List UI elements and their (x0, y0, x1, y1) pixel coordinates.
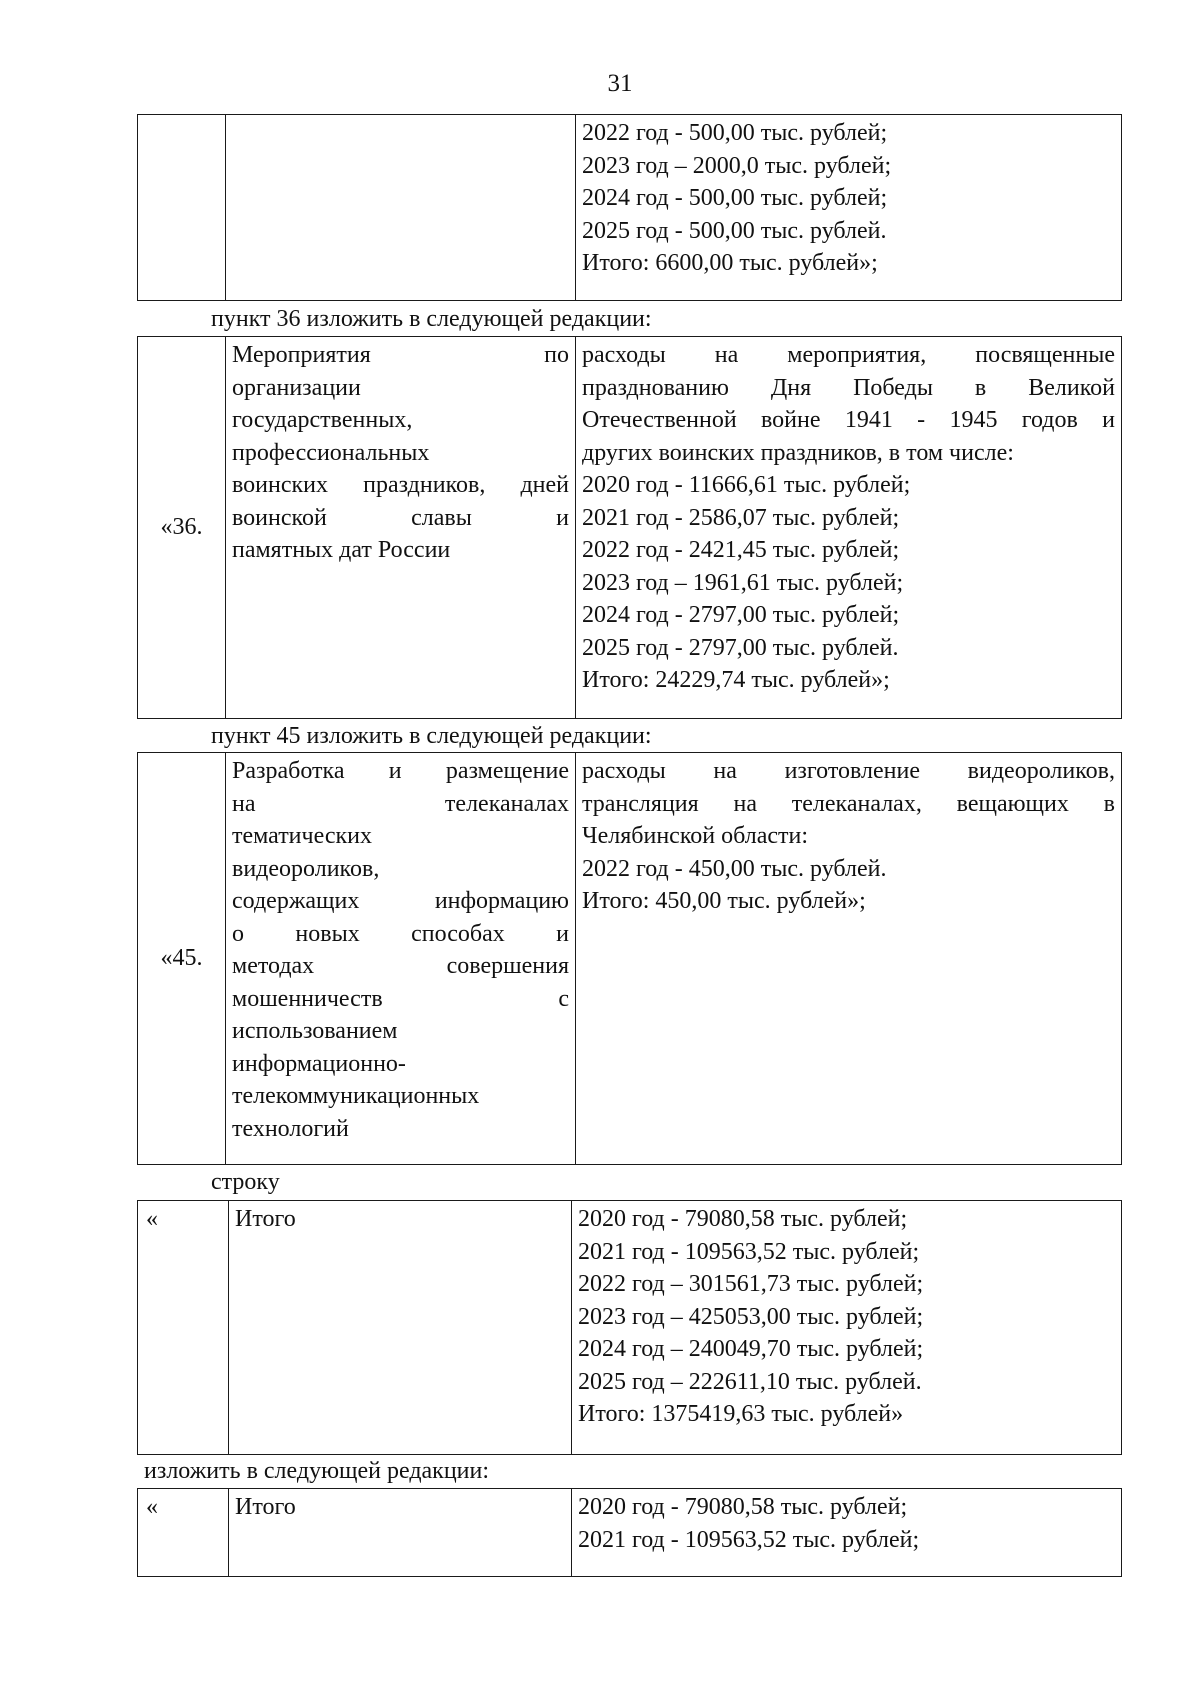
amount-line: Итого: 1375419,63 тыс. рублей» (578, 1401, 904, 1427)
name-line: технологий (232, 1115, 349, 1142)
amount-line: Итого: 24229,74 тыс. рублей»; (582, 667, 890, 693)
name-line: воинской славы и (232, 504, 569, 531)
name-line: телекоммуникационных (232, 1083, 480, 1109)
name-line: государственных, (232, 407, 413, 433)
amount-line: 2020 год - 11666,61 тыс. рублей; (582, 472, 911, 498)
item-number-cell: « (138, 1201, 229, 1455)
name-line: использованием (232, 1018, 398, 1044)
amounts-cell (572, 1201, 1122, 1455)
amount-line: 2023 год – 425053,00 тыс. рублей; (578, 1303, 924, 1330)
name-line: мошенничеств с (232, 985, 569, 1012)
amount-line: 2023 год – 2000,0 тыс. рублей; (582, 152, 892, 179)
instruction-text: пункт 36 изложить в следующей редакции: (211, 306, 652, 332)
table-row (138, 753, 1122, 1165)
table-block-item-45 (137, 752, 1122, 1165)
name-line: Разработка и размещение (232, 758, 569, 784)
page-number: 31 (607, 70, 633, 97)
amounts-cell (576, 115, 1122, 301)
amount-line: 2023 год – 1961,61 тыс. рублей; (582, 569, 904, 596)
name-line: на телеканалах (232, 790, 569, 817)
name-line: воинских праздников, дней (232, 472, 569, 498)
item-name-cell: Итого (229, 1489, 572, 1577)
name-line: содержащих информацию (232, 888, 569, 914)
instruction-text: пункт 45 изложить в следующей редакции: (211, 723, 652, 749)
item-description-cell (576, 337, 1122, 719)
amount-line: Итого: 6600,00 тыс. рублей»; (582, 250, 878, 276)
table-block-continuation (137, 114, 1122, 301)
name-line: памятных дат России (232, 537, 451, 563)
name-line: видеороликов, (232, 855, 380, 882)
table-row (138, 115, 1122, 301)
amount-line: 2022 год – 301561,73 тыс. рублей; (578, 1271, 924, 1297)
item-number-cell: «45. (138, 753, 226, 1165)
name-line: методах совершения (232, 953, 569, 979)
amount-line: 2024 год - 500,00 тыс. рублей; (582, 185, 888, 211)
item-number-cell: « (138, 1489, 229, 1577)
amount-line: 2024 год – 240049,70 тыс. рублей; (578, 1336, 924, 1362)
amount-line: 2025 год - 500,00 тыс. рублей. (582, 217, 887, 244)
description-line: Отечественной войне 1941 - 1945 годов и (582, 407, 1115, 433)
amount-line: 2020 год - 79080,58 тыс. рублей; (578, 1494, 908, 1520)
amount-line: 2020 год - 79080,58 тыс. рублей; (578, 1206, 908, 1232)
table-row (138, 1201, 1122, 1455)
instruction-text: изложить в следующей редакции: (144, 1458, 490, 1484)
amount-line: 2024 год - 2797,00 тыс. рублей; (582, 602, 900, 628)
number-cell (138, 115, 226, 301)
description-line: других воинских праздников, в том числе: (582, 439, 1014, 466)
amount-line: 2022 год - 500,00 тыс. рублей; (582, 120, 888, 146)
item-description-cell (576, 753, 1122, 1165)
item-name-cell: Итого (229, 1201, 572, 1455)
amount-line: 2025 год - 2797,00 тыс. рублей. (582, 634, 899, 661)
item-name-cell (226, 753, 576, 1165)
name-line: тематических (232, 823, 373, 849)
description-line: расходы на мероприятия, посвященные (582, 342, 1115, 368)
table-block-total-new (137, 1488, 1122, 1577)
name-line: о новых способах и (232, 920, 569, 947)
name-line: профессиональных (232, 439, 430, 466)
amount-line: 2022 год - 2421,45 тыс. рублей; (582, 537, 900, 563)
description-line: Челябинской области: (582, 823, 808, 849)
description-line: расходы на изготовление видеороликов, (582, 758, 1115, 784)
amount-line: Итого: 450,00 тыс. рублей»; (582, 888, 866, 914)
name-cell (226, 115, 576, 301)
description-line: празднованию Дня Победы в Великой (582, 374, 1115, 401)
description-line: трансляция на телеканалах, вещающих в (582, 790, 1115, 817)
amount-line: 2021 год - 109563,52 тыс. рублей; (578, 1526, 920, 1553)
amount-line: 2025 год – 222611,10 тыс. рублей. (578, 1368, 922, 1395)
table-row (138, 1489, 1122, 1577)
table-block-item-36 (137, 336, 1122, 719)
name-line: организации (232, 374, 361, 401)
table-row (138, 337, 1122, 719)
amounts-cell (572, 1489, 1122, 1577)
item-number-cell: «36. (138, 337, 226, 719)
amount-line: 2021 год - 2586,07 тыс. рублей; (582, 504, 900, 531)
name-line: Мероприятия по (232, 342, 569, 368)
table-block-total-old (137, 1200, 1122, 1455)
amount-line: 2021 год - 109563,52 тыс. рублей; (578, 1238, 920, 1265)
name-line: информационно- (232, 1050, 406, 1077)
amount-line: 2022 год - 450,00 тыс. рублей. (582, 855, 887, 882)
instruction-text: строку (211, 1169, 280, 1195)
item-name-cell (226, 337, 576, 719)
